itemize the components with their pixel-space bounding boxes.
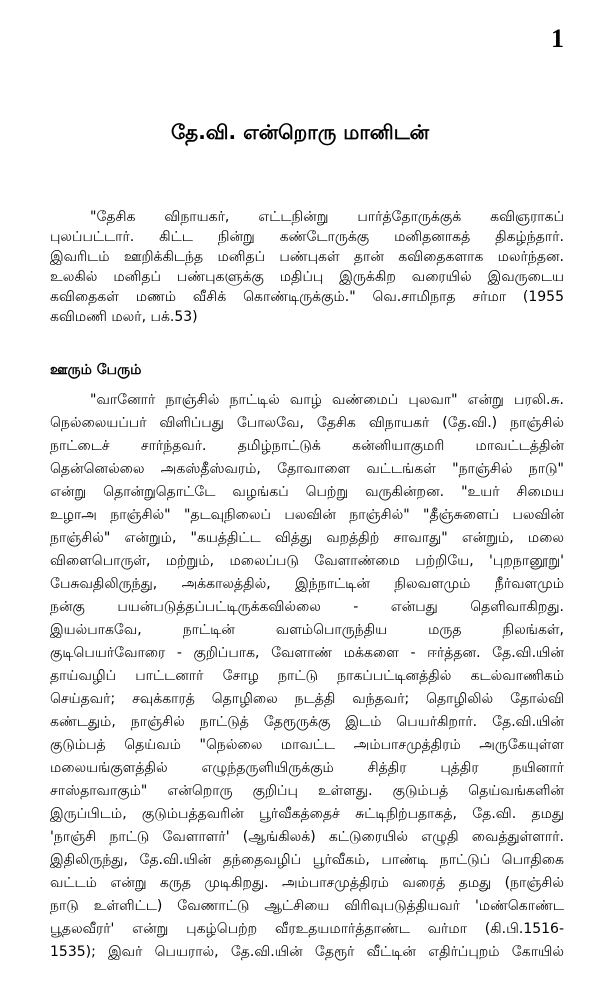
body-line: 'நாஞ்சி நாட்டு வேளாளர்' (ஆங்கிலக்) கட்டுரையில் எழுதி வைத்துள்ளார். [50, 829, 564, 845]
quote-line: "தேசிக விநாயகர், எட்டநின்று பார்த்தோருக்குக் கவிஞராகப் [90, 209, 564, 225]
quote-line: உலகில் மனிதப் பண்புகளுக்கு மதிப்பு இருக்கிற வரையில் இவருடைய [50, 269, 564, 285]
body-line: விளைபொருள், மற்றும், மலைப்படு வேளாண்மை பற்றியே, 'புறநானூறு' [50, 553, 564, 569]
body-line: நாட்டைச் சார்ந்தவர். தமிழ்நாட்டுக் கன்னியாகுமரி மாவட்டத்தின் [50, 438, 564, 454]
page-number: 1 [551, 24, 564, 53]
body-line: என்று தொன்றுதொட்டே வழங்கப் பெற்று வருகின்றன. "உயர் சிமைய [50, 484, 564, 500]
quote-line: புலப்பட்டார். கிட்ட நின்று கண்டோருக்கு மனிதனாகத் திகழ்ந்தார். [50, 229, 564, 245]
body-line: உழாஅ நாஞ்சில்" "தடவுநிலைப் பலவின் நாஞ்சில்" "தீஞ்சுளைப் பலவின் [50, 507, 564, 523]
body-line: சாஸ்தாவாகும்" என்றொரு குறிப்பு உள்ளது. குடும்பத் தெய்வங்களின் [50, 783, 564, 799]
body-line: இயல்பாகவே, நாட்டின் வளம்பொருந்திய மருத நிலங்கள், [50, 622, 564, 638]
body-line: குடிபெயர்வோரை - குறிப்பாக, வேளாண் மக்களை - ஈர்த்தன. தே.வி.யின் [50, 645, 564, 661]
quote-line: இவரிடம் ஊறிக்கிடந்த மனிதப் பண்புகள் தான் கவிதைகளாக மலர்ந்தன. [50, 249, 564, 265]
chapter-title: தே.வி. என்றொரு மானிடன் [170, 120, 430, 144]
body-line: இதிலிருந்து, தே.வி.யின் தந்தைவழிப் பூர்வீகம், பாண்டி நாட்டுப் பொதிகை [50, 852, 564, 868]
body-line: நாடு உள்ளிட்ட) வேணாட்டு ஆட்சியை விரிவுபடுத்தியவர் 'மண்கொண்ட [50, 898, 564, 914]
body-line: செய்தவர்; சவுக்காரத் தொழிலை நடத்தி வந்தவர்; தொழிலில் தோல்வி [50, 691, 564, 707]
quote-line: கவிதைகள் மணம் வீசிக் கொண்டிருக்கும்." வெ.சாமிநாத சர்மா (1955 [50, 289, 564, 305]
body-line: நன்கு பயன்படுத்தப்பட்டிருக்கவில்லை - என்பது தெளிவாகிறது. [50, 599, 564, 615]
body-line: "வானோர் நாஞ்சில் நாட்டில் வாழ் வண்மைப் புலவா" என்று பரலி.சு. [90, 392, 564, 408]
section-heading: ஊரும் பேரும் [50, 362, 142, 378]
body-line: நெல்லையப்பர் விளிப்பது போலவே, தேசிக விநாயகர் (தே.வி.) நாஞ்சில் [50, 415, 564, 431]
body-line: 1535); இவர் பெயரால், தே.வி.யின் தேரூர் வீட்டின் எதிர்ப்புறம் கோயில் [50, 944, 564, 960]
body-line: பேசுவதிலிருந்து, அக்காலத்தில், இந்நாட்டின் நிலவளமும் நீர்வளமும் [50, 576, 564, 592]
body-line: குடும்பத் தெய்வம் "நெல்லை மாவட்ட அம்பாசமுத்திரம் அருகேயுள்ள [50, 737, 564, 753]
body-line: கண்டதும், நாஞ்சில் நாட்டுத் தேரூருக்கு இடம் பெயர்கிறார். தே.வி.யின் [50, 714, 564, 730]
body-line: வட்டம் என்று கருத முடிகிறது. அம்பாசமுத்திரம் வரைத் தமது (நாஞ்சில் [50, 875, 564, 891]
body-line: தாய்வழிப் பாட்டனார் சோழ நாட்டு நாகப்பட்டினத்தில் கடல்வாணிகம் [50, 668, 564, 684]
body-line: மலையங்குளத்தில் எழுந்தருளியிருக்கும் சித்திர புத்திர நயினார் [50, 760, 564, 776]
body-line: பூதலவீரர்' என்று புகழ்பெற்ற வீரஉதயமார்த்தாண்ட வர்மா (கி.பி.1516- [50, 921, 564, 937]
body-line: நாஞ்சில்" என்றும், "கயத்திட்ட வித்து வறத்திற் சாவாது" என்றும், மலை [50, 530, 564, 546]
quote-line: கவிமணி மலர், பக்.53) [50, 309, 198, 325]
body-line: தென்னெல்லை அகஸ்தீஸ்வரம், தோவாளை வட்டங்கள் "நாஞ்சில் நாடு" [50, 461, 564, 477]
body-line: இருப்பிடம், குடும்பத்தவரின் பூர்வீகத்தைச் சுட்டிநிற்பதாகத், தே.வி. தமது [50, 806, 564, 822]
